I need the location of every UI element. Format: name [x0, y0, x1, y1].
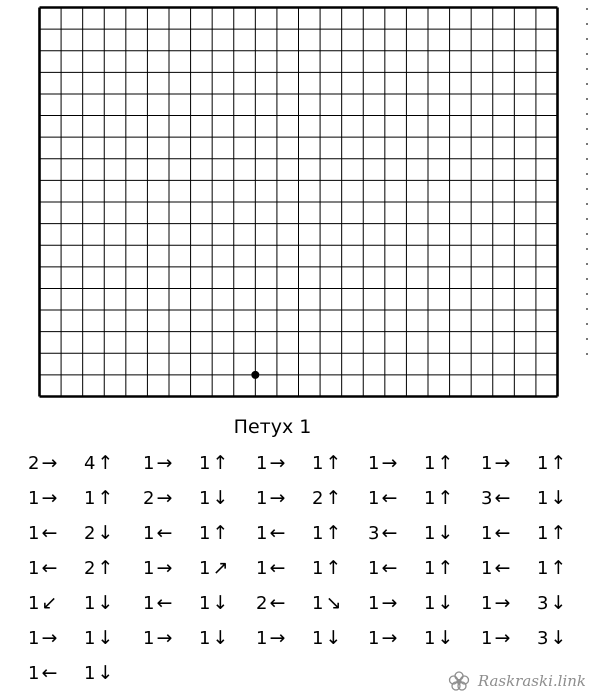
step-instruction — [143, 483, 172, 513]
step-count: 1 — [481, 628, 493, 649]
edge-dot — [586, 98, 588, 100]
direction-arrow-icon: ↓ — [437, 522, 454, 544]
edge-dot — [586, 218, 588, 220]
step-instruction — [143, 448, 172, 478]
direction-arrow-icon: → — [156, 627, 173, 649]
direction-arrow-icon: ↓ — [97, 662, 114, 684]
step-count: 2 — [84, 558, 96, 579]
step-count: 2 — [312, 488, 324, 509]
direction-arrow-icon: ↑ — [325, 557, 342, 579]
step-instruction — [537, 518, 566, 548]
step-instruction — [143, 553, 172, 583]
step-instruction — [481, 518, 510, 548]
edge-dot — [586, 53, 588, 55]
step-instruction — [199, 588, 228, 618]
step-instruction — [84, 483, 113, 513]
direction-arrow-icon: ↑ — [325, 452, 342, 474]
step-count: 3 — [537, 628, 549, 649]
step-count: 1 — [424, 628, 436, 649]
step-instruction — [481, 448, 510, 478]
step-count: 3 — [368, 523, 380, 544]
step-instruction — [256, 448, 285, 478]
step-instruction — [424, 518, 453, 548]
step-count: 1 — [424, 558, 436, 579]
step-count: 1 — [424, 488, 436, 509]
edge-dot — [586, 158, 588, 160]
direction-arrow-icon: ↓ — [550, 487, 567, 509]
step-count: 1 — [481, 593, 493, 614]
step-instructions — [0, 448, 600, 698]
direction-arrow-icon: ↑ — [97, 452, 114, 474]
step-instruction — [424, 483, 453, 513]
step-instruction — [143, 588, 172, 618]
step-count: 1 — [143, 523, 155, 544]
step-count: 1 — [84, 663, 96, 684]
direction-arrow-icon: ↓ — [212, 487, 229, 509]
direction-arrow-icon: ↓ — [97, 522, 114, 544]
step-instruction — [28, 623, 57, 653]
edge-dot — [586, 353, 588, 355]
step-instruction — [312, 623, 341, 653]
direction-arrow-icon: ← — [41, 557, 58, 579]
step-instruction — [84, 553, 113, 583]
step-count: 1 — [368, 453, 380, 474]
step-instruction — [537, 483, 566, 513]
step-instruction — [368, 483, 397, 513]
step-instruction — [537, 623, 566, 653]
direction-arrow-icon: ↗ — [212, 557, 229, 579]
direction-arrow-icon: ↑ — [550, 522, 567, 544]
step-instruction — [28, 483, 57, 513]
step-instruction — [481, 553, 510, 583]
direction-arrow-icon: → — [156, 557, 173, 579]
step-instruction — [28, 588, 57, 618]
direction-arrow-icon: ← — [156, 522, 173, 544]
step-instruction — [424, 588, 453, 618]
step-instruction — [256, 588, 285, 618]
step-instruction — [84, 623, 113, 653]
step-instruction — [312, 588, 341, 618]
page-title: Петух 1 — [233, 416, 312, 438]
step-instruction — [199, 518, 228, 548]
direction-arrow-icon: → — [156, 452, 173, 474]
step-instruction — [84, 448, 113, 478]
step-instruction — [368, 623, 397, 653]
direction-arrow-icon: ↑ — [437, 487, 454, 509]
step-count: 2 — [143, 488, 155, 509]
step-count: 1 — [537, 488, 549, 509]
start-point-dot — [251, 371, 259, 379]
step-count: 1 — [143, 453, 155, 474]
edge-dot — [586, 338, 588, 340]
step-count: 1 — [424, 523, 436, 544]
step-count: 1 — [368, 558, 380, 579]
step-count: 3 — [481, 488, 493, 509]
step-count: 1 — [143, 628, 155, 649]
step-count: 1 — [256, 628, 268, 649]
step-count: 1 — [481, 523, 493, 544]
step-count: 1 — [143, 593, 155, 614]
step-instruction — [143, 518, 172, 548]
step-count: 2 — [256, 593, 268, 614]
step-instruction — [28, 658, 57, 688]
step-count: 1 — [199, 523, 211, 544]
step-instruction — [256, 518, 285, 548]
edge-dot — [586, 263, 588, 265]
direction-arrow-icon: ← — [381, 557, 398, 579]
step-instruction — [424, 623, 453, 653]
step-count: 1 — [537, 558, 549, 579]
edge-dot — [586, 128, 588, 130]
direction-arrow-icon: ↑ — [97, 487, 114, 509]
direction-arrow-icon: → — [381, 452, 398, 474]
direction-arrow-icon: ← — [269, 557, 286, 579]
edge-dot — [586, 8, 588, 10]
watermark-text: Raskraski.link — [477, 672, 586, 690]
step-instruction — [312, 553, 341, 583]
step-count: 1 — [368, 488, 380, 509]
step-count: 1 — [199, 628, 211, 649]
direction-arrow-icon: ← — [269, 592, 286, 614]
edge-dot — [586, 68, 588, 70]
direction-arrow-icon: ↓ — [325, 627, 342, 649]
step-count: 1 — [28, 663, 40, 684]
direction-arrow-icon: → — [494, 592, 511, 614]
step-count: 1 — [537, 453, 549, 474]
direction-arrow-icon: ← — [41, 662, 58, 684]
step-instruction — [424, 448, 453, 478]
step-count: 1 — [28, 628, 40, 649]
step-instruction — [537, 448, 566, 478]
direction-arrow-icon: → — [494, 452, 511, 474]
step-count: 1 — [84, 593, 96, 614]
direction-arrow-icon: → — [381, 592, 398, 614]
step-count: 1 — [199, 558, 211, 579]
direction-arrow-icon: → — [494, 627, 511, 649]
step-count: 1 — [312, 558, 324, 579]
direction-arrow-icon: ↓ — [97, 592, 114, 614]
direction-arrow-icon: ↑ — [325, 522, 342, 544]
direction-arrow-icon: → — [156, 487, 173, 509]
direction-arrow-icon: ↙ — [41, 592, 58, 614]
edge-dot — [586, 188, 588, 190]
step-count: 2 — [28, 453, 40, 474]
direction-arrow-icon: → — [41, 452, 58, 474]
direction-arrow-icon: ← — [41, 522, 58, 544]
edge-dot — [586, 173, 588, 175]
direction-arrow-icon: ↑ — [212, 452, 229, 474]
step-instruction — [84, 588, 113, 618]
step-instruction — [256, 623, 285, 653]
direction-arrow-icon: ↑ — [437, 452, 454, 474]
step-instruction — [368, 553, 397, 583]
step-count: 1 — [84, 628, 96, 649]
direction-arrow-icon: → — [381, 627, 398, 649]
step-instruction — [312, 448, 341, 478]
step-instruction — [256, 483, 285, 513]
step-count: 1 — [312, 523, 324, 544]
step-count: 1 — [312, 628, 324, 649]
direction-arrow-icon: ← — [494, 522, 511, 544]
step-instruction — [424, 553, 453, 583]
direction-arrow-icon: ↓ — [437, 627, 454, 649]
drawing-grid — [38, 6, 559, 398]
edge-dot — [586, 308, 588, 310]
direction-arrow-icon: ↓ — [550, 592, 567, 614]
step-instruction — [28, 553, 57, 583]
step-count: 1 — [368, 593, 380, 614]
step-instruction — [481, 588, 510, 618]
step-count: 1 — [537, 523, 549, 544]
step-instruction — [199, 553, 228, 583]
direction-arrow-icon: ↓ — [97, 627, 114, 649]
direction-arrow-icon: ← — [269, 522, 286, 544]
step-instruction — [537, 553, 566, 583]
direction-arrow-icon: → — [269, 452, 286, 474]
step-instruction — [368, 588, 397, 618]
step-count: 1 — [481, 558, 493, 579]
step-count: 1 — [199, 593, 211, 614]
step-count: 1 — [143, 558, 155, 579]
watermark — [446, 670, 586, 692]
edge-dot — [586, 278, 588, 280]
direction-arrow-icon: ↓ — [550, 627, 567, 649]
step-count: 1 — [256, 558, 268, 579]
direction-arrow-icon: → — [41, 627, 58, 649]
step-count: 1 — [312, 593, 324, 614]
direction-arrow-icon: ← — [494, 557, 511, 579]
step-instruction — [481, 483, 510, 513]
direction-arrow-icon: ↑ — [325, 487, 342, 509]
flower-icon — [446, 670, 472, 692]
step-count: 1 — [368, 628, 380, 649]
step-instruction — [312, 518, 341, 548]
step-instruction — [28, 448, 57, 478]
edge-dot — [586, 38, 588, 40]
edge-dot — [586, 323, 588, 325]
edge-dot — [586, 248, 588, 250]
direction-arrow-icon: → — [41, 487, 58, 509]
step-instruction — [312, 483, 341, 513]
step-count: 1 — [256, 488, 268, 509]
step-count: 1 — [199, 453, 211, 474]
direction-arrow-icon: ↓ — [212, 592, 229, 614]
step-instruction — [481, 623, 510, 653]
direction-arrow-icon: → — [269, 487, 286, 509]
direction-arrow-icon: ↘ — [325, 592, 342, 614]
direction-arrow-icon: ← — [156, 592, 173, 614]
edge-dot — [586, 143, 588, 145]
direction-arrow-icon: ↑ — [212, 522, 229, 544]
step-count: 1 — [424, 453, 436, 474]
direction-arrow-icon: ↑ — [97, 557, 114, 579]
step-count: 1 — [199, 488, 211, 509]
edge-dots — [583, 8, 591, 368]
direction-arrow-icon: → — [269, 627, 286, 649]
step-instruction — [143, 623, 172, 653]
step-count: 4 — [84, 453, 96, 474]
edge-dot — [586, 23, 588, 25]
step-instruction — [84, 658, 113, 688]
step-instruction — [368, 448, 397, 478]
direction-arrow-icon: ↑ — [550, 452, 567, 474]
step-count: 1 — [28, 558, 40, 579]
direction-arrow-icon: ↓ — [212, 627, 229, 649]
step-instruction — [368, 518, 397, 548]
step-instruction — [84, 518, 113, 548]
step-instruction — [199, 623, 228, 653]
step-count: 1 — [481, 453, 493, 474]
step-instruction — [28, 518, 57, 548]
direction-arrow-icon: ← — [381, 522, 398, 544]
step-count: 1 — [28, 523, 40, 544]
grid-canvas — [38, 6, 559, 398]
edge-dot — [586, 293, 588, 295]
step-count: 3 — [537, 593, 549, 614]
step-count: 1 — [28, 593, 40, 614]
step-instruction — [199, 448, 228, 478]
direction-arrow-icon: ↑ — [550, 557, 567, 579]
edge-dot — [586, 233, 588, 235]
step-count: 1 — [312, 453, 324, 474]
step-count: 1 — [84, 488, 96, 509]
edge-dot — [586, 113, 588, 115]
direction-arrow-icon: ← — [494, 487, 511, 509]
direction-arrow-icon: ↓ — [437, 592, 454, 614]
step-count: 1 — [28, 488, 40, 509]
step-count: 1 — [256, 453, 268, 474]
edge-dot — [586, 203, 588, 205]
direction-arrow-icon: ← — [381, 487, 398, 509]
step-instruction — [256, 553, 285, 583]
step-instruction — [537, 588, 566, 618]
step-instruction — [199, 483, 228, 513]
step-count: 1 — [424, 593, 436, 614]
direction-arrow-icon: ↑ — [437, 557, 454, 579]
step-count: 2 — [84, 523, 96, 544]
edge-dot — [586, 83, 588, 85]
step-count: 1 — [256, 523, 268, 544]
